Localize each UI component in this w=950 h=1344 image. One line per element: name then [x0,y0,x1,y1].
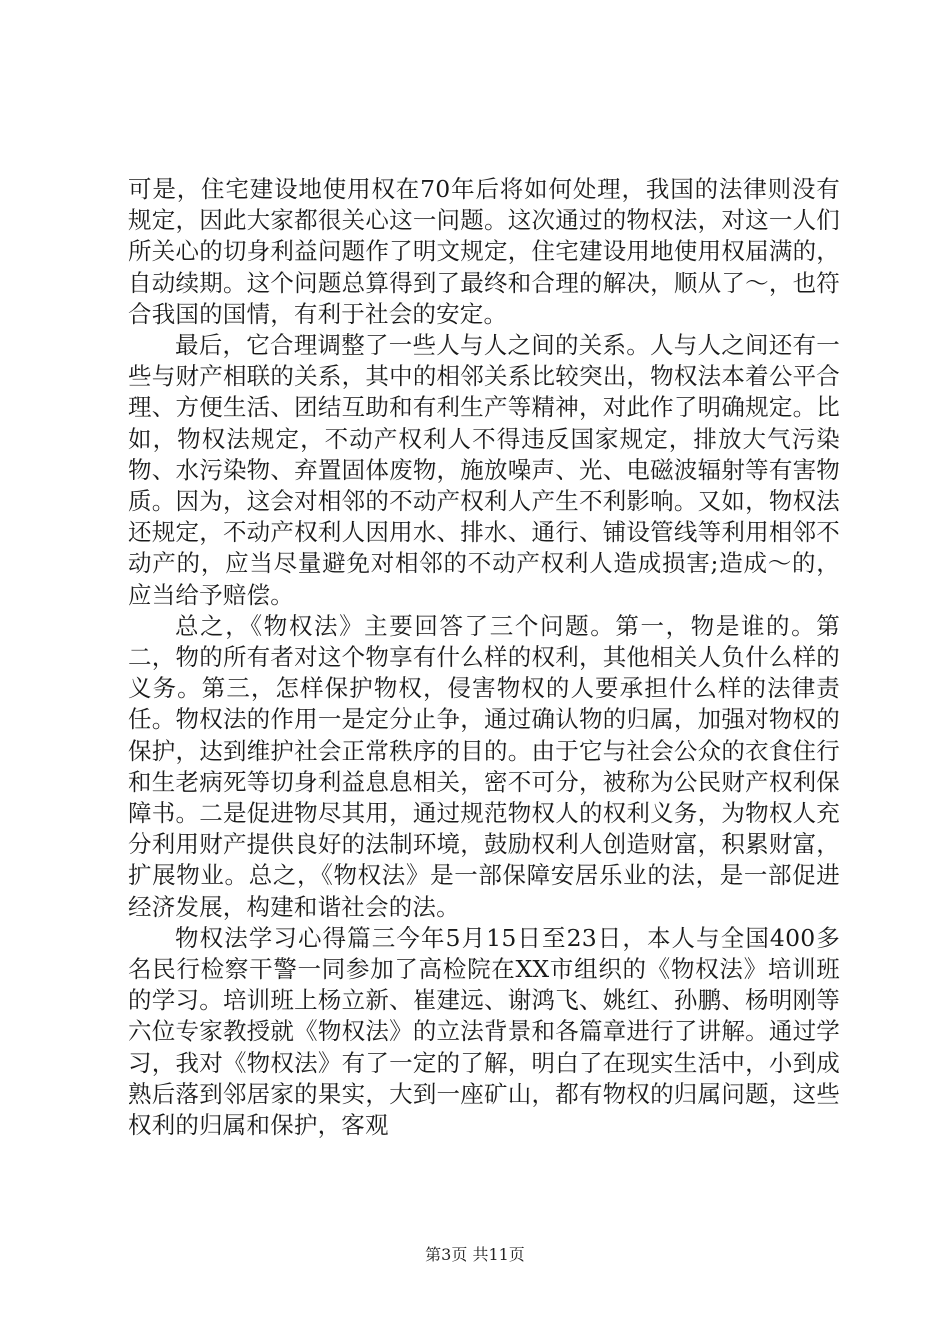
paragraph-4: 物权法学习心得篇三今年5月15日至23日，本人与全国400多名民行检察干警一同参加了高检院在XX市组织的《物权法》培训班的学习。培训班上杨立新、崔建远、谢鸿飞、姚红、孙鹏、杨明刚等六位专家教授就《物权法》的立法背景和各篇章进行了讲解。通过学习，我对《物权法》有了一定的了解，明白了在现实生活中，小到成熟后落到邻居家的果实，大到一座矿山，都有物权的归属问题，这些权利的归属和保护，客观 [128,923,840,1140]
paragraph-1: 可是，住宅建设地使用权在70年后将如何处理，我国的法律则没有规定，因此大家都很关心这一问题。这次通过的物权法，对这一人们所关心的切身利益问题作了明文规定，住宅建设用地使用权届满的，自动续期。这个问题总算得到了最终和合理的解决，顺从了～，也符合我国的国情，有利于社会的安定。 [128,175,840,328]
page-number-footer: 第3页 共11页 [425,1245,525,1264]
paragraph-2: 最后，它合理调整了一些人与人之间的关系。人与人之间还有一些与财产相联的关系，其中的相邻关系比较突出，物权法本着公平合理、方便生活、团结互助和有利生产等精神，对此作了明确规定。比如，物权法规定，不动产权利人不得违反国家规定，排放大气污染物、水污染物、弃置固体废物，施放噪声、光、电磁波辐射等有害物质。因为，这会对相邻的不动产权利人产生不利影响。又如，物权法还规定，不动产权利人因用水、排水、通行、铺设管线等利用相邻不动产的，应当尽量避免对相邻的不动产权利人造成损害;造成～的，应当给予赔偿。 [128,331,840,609]
paragraph-3: 总之，《物权法》主要回答了三个问题。第一，物是谁的。第二，物的所有者对这个物享有什么样的权利，其他相关人负什么样的义务。第三，怎样保护物权，侵害物权的人要承担什么样的法律责任。物权法的作用一是定分止争，通过确认物的归属，加强对物权的保护，达到维护社会正常秩序的目的。由于它与社会公众的衣食住行和生老病死等切身利益息息相关，密不可分，被称为公民财产权利保障书。二是促进物尽其用，通过规范物权人的权利义务，为物权人充分利用财产提供良好的法制环境，鼓励权利人创造财富，积累财富，扩展物业。总之，《物权法》是一部保障安居乐业的法，是一部促进经济发展，构建和谐社会的法。 [128,611,840,921]
document-body [128,174,840,1141]
